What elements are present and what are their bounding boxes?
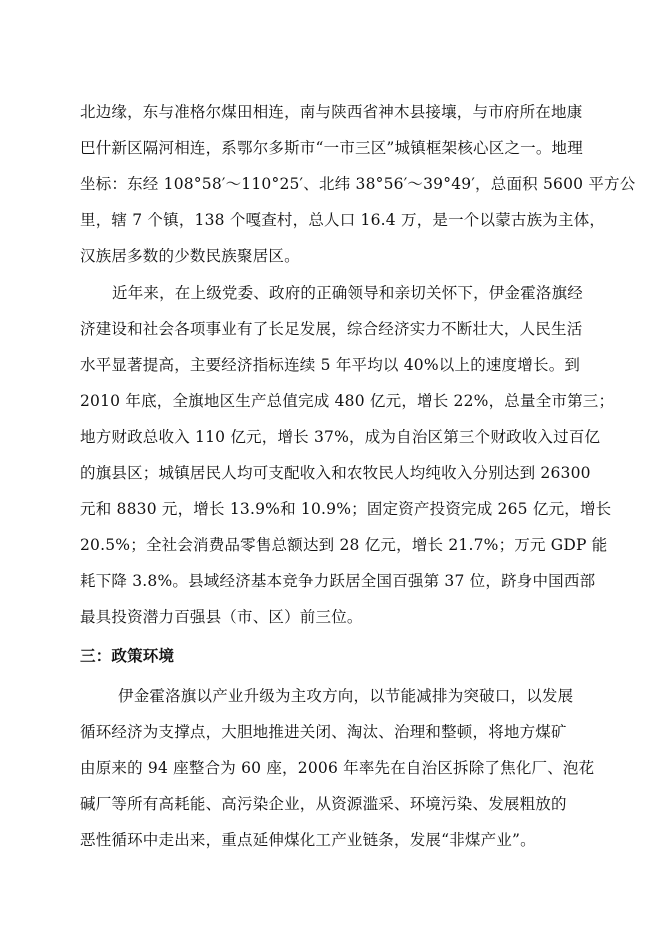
paragraph2-line: 近年来，在上级党委、政府的正确领导和亲切关怀下，伊金霍洛旗经: [112, 284, 584, 302]
paragraph1-line: 北边缘，东与准格尔煤田相连，南与陕西省神木县接壤，与市府所在地康: [80, 103, 583, 121]
paragraph2-line: 最具投资潜力百强县（市、区）前三位。: [80, 608, 363, 626]
paragraph2-line: 耗下降 3.8%。县域经济基本竞争力跃居全国百强第 37 位，跻身中国西部: [80, 572, 596, 590]
paragraph2-line: 济建设和社会各项事业有了长足发展，综合经济实力不断壮大，人民生活: [80, 320, 583, 338]
paragraph3-line: 碱厂等所有高耗能、高污染企业，从资源滥采、环境污染、发展粗放的: [80, 795, 567, 813]
paragraph2-line: 元和 8830 元，增长 13.9%和 10.9%；固定资产投资完成 265 亿元，增长: [80, 500, 612, 518]
paragraph3-line: 由原来的 94 座整合为 60 座，2006 年率先在自治区拆除了焦化厂、泡花: [80, 759, 595, 777]
paragraph3-line: 循环经济为支撑点，大胆地推进关闭、淘汰、治理和整顿，将地方煤矿: [80, 723, 567, 741]
section-heading: 三：政策环境: [80, 647, 175, 665]
paragraph1-line: 汉族居多数的少数民族聚居区。: [80, 247, 300, 265]
paragraph1-line: 巴什新区隔河相连，系鄂尔多斯市“一市三区”城镇框架核心区之一。地理: [80, 139, 583, 157]
paragraph3-line: 恶性循环中走出来，重点延伸煤化工产业链条，发展“非煤产业”。: [80, 831, 536, 849]
paragraph1-line: 坐标：东经 108°58′～110°25′、北纬 38°56′～39°49′，总面积 5600 平方公: [80, 175, 636, 193]
paragraph3-line: 伊金霍洛旗以产业升级为主攻方向，以节能减排为突破口，以发展: [118, 687, 574, 705]
paragraph2-line: 的旗县区；城镇居民人均可支配收入和农牧民人均纯收入分别达到 26300: [80, 464, 591, 482]
paragraph2-line: 水平显著提高，主要经济指标连续 5 年平均以 40%以上的速度增长。到: [80, 356, 581, 374]
paragraph2-line: 2010 年底，全旗地区生产总值完成 480 亿元，增长 22%，总量全市第三；: [80, 392, 615, 410]
paragraph2-line: 20.5%；全社会消费品零售总额达到 28 亿元，增长 21.7%；万元 GDP 能: [80, 536, 608, 554]
paragraph1-line: 里，辖 7 个镇，138 个嘎查村，总人口 16.4 万，是一个以蒙古族为主体，: [80, 211, 606, 229]
paragraph2-line: 地方财政总收入 110 亿元，增长 37%，成为自治区第三个财政收入过百亿: [80, 428, 601, 446]
